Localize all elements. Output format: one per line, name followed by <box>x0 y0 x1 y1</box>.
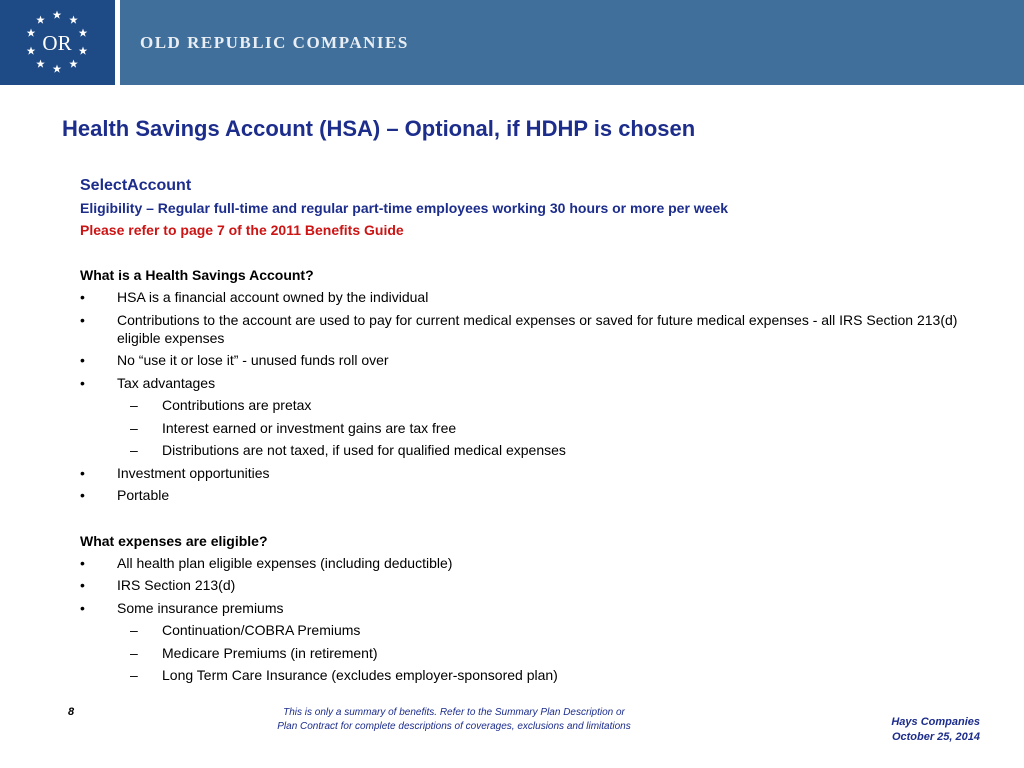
slide-content <box>80 176 985 687</box>
logo <box>0 0 115 85</box>
list-item-text: Medicare Premiums (in retirement) <box>162 644 378 661</box>
list-item <box>80 597 985 620</box>
list-item <box>80 372 985 395</box>
hsa-bullet-list-continued <box>80 462 985 507</box>
list-item <box>80 394 985 417</box>
page-title: Health Savings Account (HSA) – Optional, if HDHP is chosen <box>62 116 696 141</box>
list-item-text: Contributions are pretax <box>162 397 312 413</box>
account-name: SelectAccount <box>80 177 192 194</box>
dash-mark: – <box>130 644 138 661</box>
list-item-text: Distributions are not taxed, if used for qualified medical expenses <box>162 442 566 458</box>
dash-mark: – <box>130 419 138 436</box>
list-item-text: No “use it or lose it” - unused funds roll over <box>117 352 389 368</box>
list-item-text: HSA is a financial account owned by the individual <box>117 289 429 305</box>
list-item <box>80 574 985 597</box>
footer-date: October 25, 2014 <box>891 731 980 743</box>
list-item <box>80 664 985 687</box>
list-item <box>80 349 985 372</box>
list-item-text: Continuation/COBRA Premiums <box>162 622 361 638</box>
list-item-text: Interest earned or investment gains are tax free <box>162 419 457 436</box>
list-item <box>80 309 985 350</box>
section-heading-what-is-hsa: What is a Health Savings Account? <box>80 267 314 283</box>
list-item-text: Long Term Care Insurance (excludes employer-sponsored plan) <box>162 667 558 683</box>
hsa-bullet-list <box>80 286 985 394</box>
disclaimer-line: Plan Contract for complete descriptions of coverages, exclusions and limitations <box>277 721 631 732</box>
footer-company-block <box>891 715 980 745</box>
list-item-text: All health plan eligible expenses (including deductible) <box>117 554 453 571</box>
refer-text: Please refer to page 7 of the 2011 Benefits Guide <box>80 222 404 238</box>
list-item <box>80 552 985 575</box>
list-item-text: Some insurance premiums <box>117 599 284 616</box>
company-name: OLD REPUBLIC COMPANIES <box>140 33 409 52</box>
premiums-sublist <box>80 619 985 687</box>
list-item-text: Investment opportunities <box>117 464 270 481</box>
bullet-mark: • <box>80 289 85 305</box>
list-item <box>80 484 985 507</box>
dash-mark: – <box>130 442 138 458</box>
bullet-mark: • <box>80 374 85 391</box>
page-number: 8 <box>68 706 75 718</box>
bullet-mark: • <box>80 464 85 481</box>
list-item <box>80 642 985 665</box>
bullet-mark: • <box>80 352 85 368</box>
dash-mark: – <box>130 622 138 638</box>
bullet-mark: • <box>80 554 85 571</box>
logo-monogram: OR <box>42 31 72 55</box>
disclaimer-line: This is only a summary of benefits. Refer to the Summary Plan Description or <box>283 707 625 718</box>
header-bar <box>0 0 1024 85</box>
bullet-mark: • <box>80 599 85 616</box>
expenses-bullet-list <box>80 552 985 620</box>
list-item-text: IRS Section 213(d) <box>117 577 236 593</box>
eligibility-text: Eligibility – Regular full-time and regular part-time employees working 30 hours or more per week <box>80 200 729 216</box>
list-item-text: Contributions to the account are used to pay for current medical expenses or saved for future medical expenses - all IRS Section 213(d) eligible expenses <box>117 311 958 346</box>
star-ring-logo-icon <box>20 9 94 75</box>
logo-divider <box>115 0 120 85</box>
list-item <box>80 439 985 462</box>
list-item <box>80 619 985 642</box>
list-item <box>80 286 985 309</box>
footer-company: Hays Companies <box>891 716 980 728</box>
dash-mark: – <box>130 667 138 683</box>
bullet-mark: • <box>80 577 85 593</box>
list-item-text: Tax advantages <box>117 374 216 391</box>
tax-advantages-sublist <box>80 394 985 462</box>
bullet-mark: • <box>80 487 85 503</box>
list-item-text: Portable <box>117 487 170 503</box>
bullet-mark: • <box>80 311 85 328</box>
footer-disclaimer <box>236 706 672 734</box>
list-item <box>80 462 985 485</box>
dash-mark: – <box>130 397 138 413</box>
list-item <box>80 417 985 440</box>
section-heading-eligible-expenses: What expenses are eligible? <box>80 532 268 549</box>
